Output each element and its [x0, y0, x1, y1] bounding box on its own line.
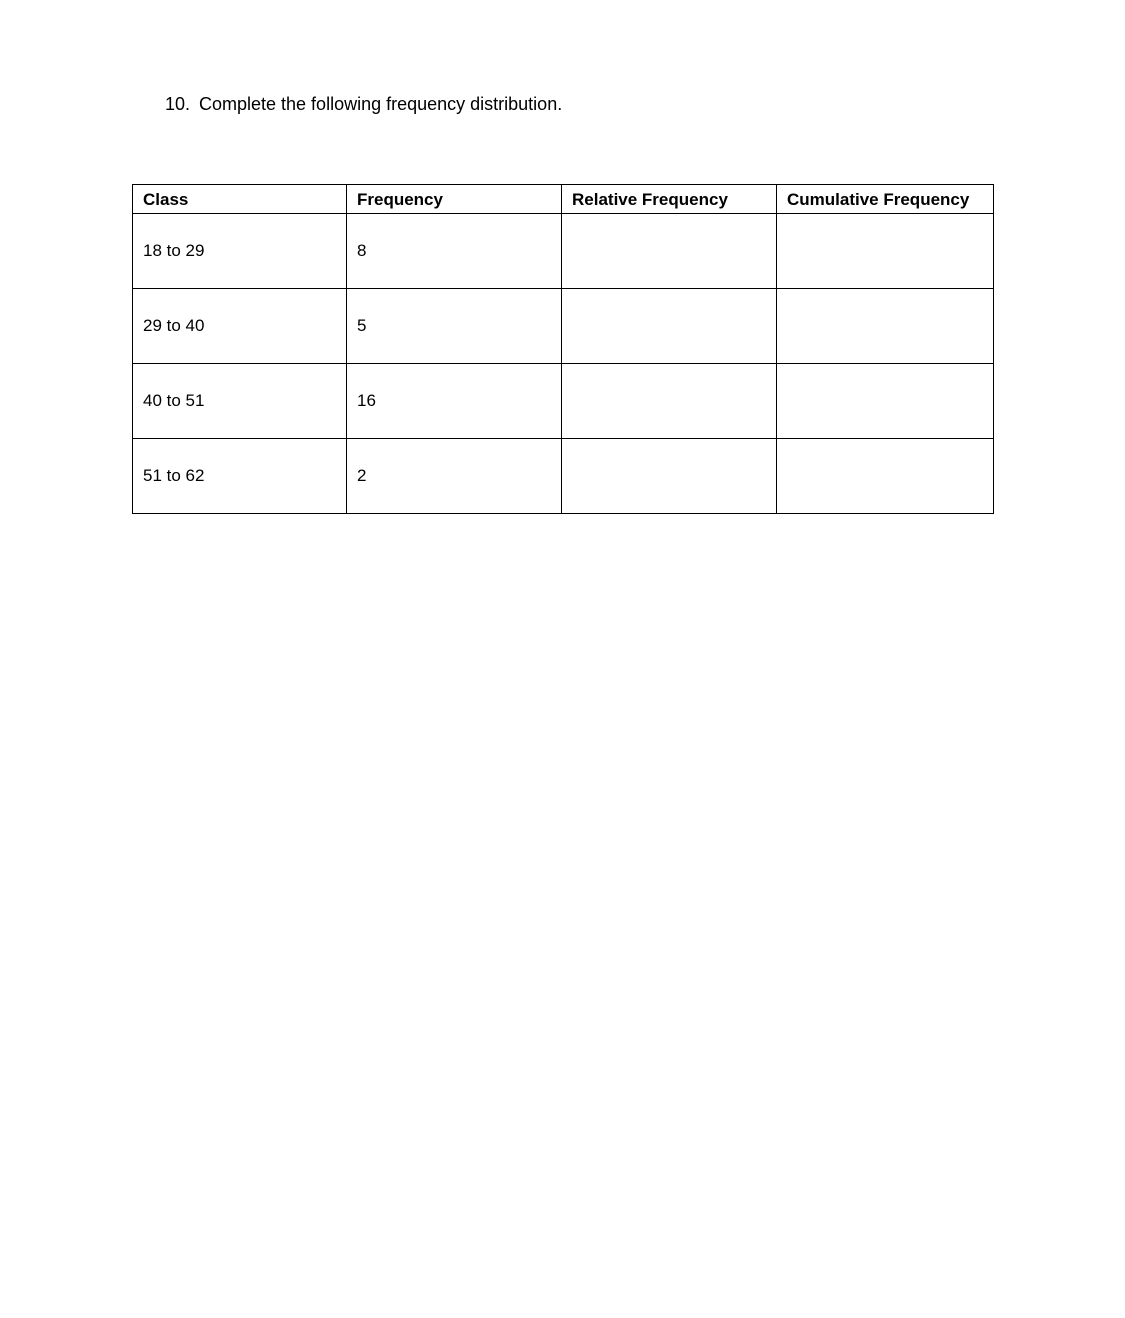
frequency-distribution-table	[132, 184, 994, 514]
relative-frequency-cell[interactable]	[562, 364, 777, 439]
header-row	[133, 185, 994, 214]
header-cumulative-frequency: Cumulative Frequency	[777, 185, 994, 214]
table-row	[133, 439, 994, 514]
cumulative-frequency-cell[interactable]	[777, 289, 994, 364]
question-text: Complete the following frequency distribution.	[199, 94, 563, 114]
frequency-cell: 5	[347, 289, 562, 364]
header-class: Class	[133, 185, 347, 214]
frequency-cell: 16	[347, 364, 562, 439]
relative-frequency-cell[interactable]	[562, 289, 777, 364]
class-cell: 51 to 62	[133, 439, 347, 514]
cumulative-frequency-cell[interactable]	[777, 364, 994, 439]
frequency-cell: 2	[347, 439, 562, 514]
cumulative-frequency-cell[interactable]	[777, 214, 994, 289]
table-row	[133, 364, 994, 439]
question-prompt	[165, 92, 562, 116]
table-row	[133, 214, 994, 289]
class-cell: 18 to 29	[133, 214, 347, 289]
class-cell: 29 to 40	[133, 289, 347, 364]
cumulative-frequency-cell[interactable]	[777, 439, 994, 514]
relative-frequency-cell[interactable]	[562, 439, 777, 514]
class-cell: 40 to 51	[133, 364, 347, 439]
header-frequency: Frequency	[347, 185, 562, 214]
frequency-cell: 8	[347, 214, 562, 289]
relative-frequency-cell[interactable]	[562, 214, 777, 289]
table-row	[133, 289, 994, 364]
question-number: 10.	[165, 94, 191, 114]
header-relative-frequency: Relative Frequency	[562, 185, 777, 214]
